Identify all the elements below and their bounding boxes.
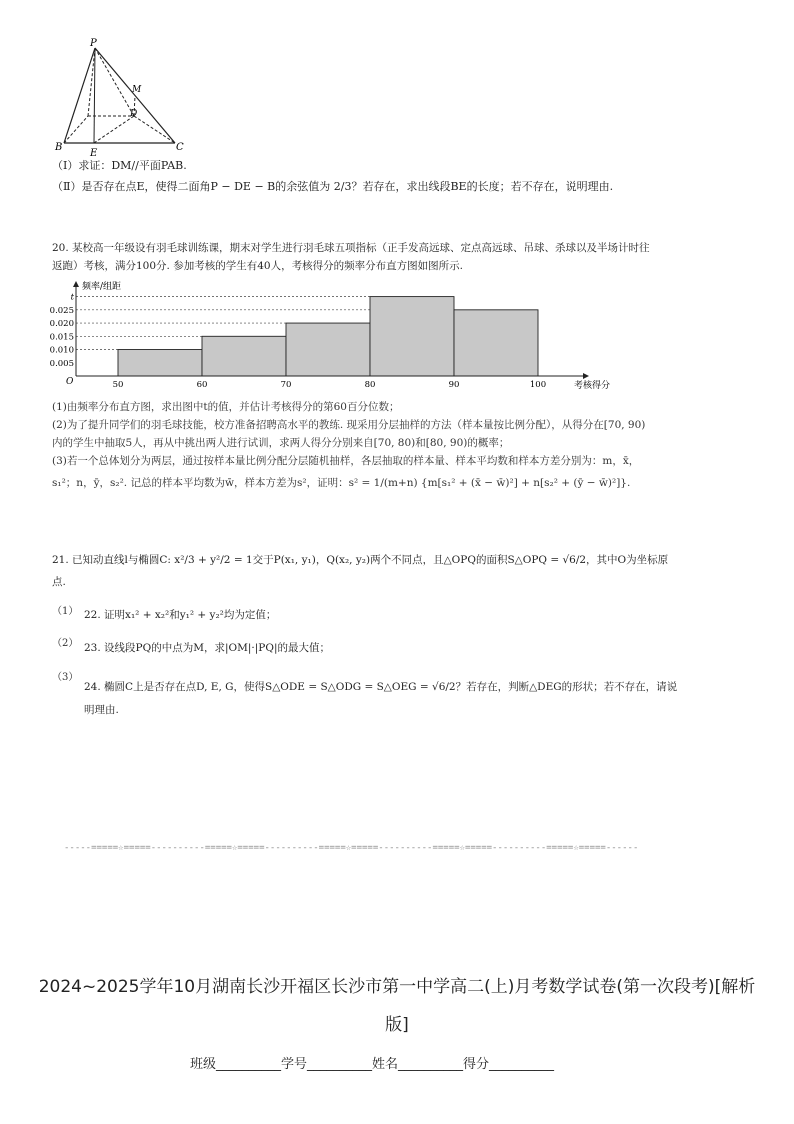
x-tick-label: 70 [280, 380, 292, 390]
histogram-bar-60-70 [202, 336, 286, 376]
q20-sub3-line2: s₁²；n，ȳ，s₂². 记总的样本平均数为w̄，样本方差为s²，证明：s² = 1/(m+n) {m[s₁² + (x̄ − w̄)²] + n[s₂² + (ȳ − w̄)²]}. [52, 477, 631, 489]
q21-part2-num: （2） [52, 638, 79, 649]
edge-pd [95, 48, 134, 116]
frequency-histogram [49, 278, 611, 396]
edge-ba [64, 116, 88, 143]
q20-stem-line1: 20. 某校高一年级设有羽毛球训练课，期末对学生进行羽毛球五项指标（正手发高远球、定点高远球、吊球、杀球以及半场计时往 [52, 242, 650, 254]
x-tick-label: 90 [448, 380, 460, 390]
y-tick-label: 0.015 [49, 332, 74, 343]
student-info-line: 班级__________学号__________姓名__________得分__________ [190, 1057, 555, 1072]
q21-part3-num: （3） [52, 672, 79, 683]
edge-ed [94, 116, 134, 143]
q19-part2: （Ⅱ）是否存在点E，使得二面角P − DE − B的余弦值为 2/3？若存在，求出线段BE的长度；若不存在，说明理由. [52, 180, 614, 193]
q21-part3-text-cont: 明理由. [84, 704, 119, 716]
x-tick-label: 100 [529, 380, 547, 390]
q21-part1-num: （1） [52, 606, 79, 617]
q20-sub2-line1: (2)为了提升同学们的羽毛球技能，校方准备招聘高水平的教练. 现采用分层抽样的方法（样本量按比例分配），从得分在[70, 90) [52, 419, 646, 431]
q21-part1-text: 22. 证明x₁² + x₂²和y₁² + y₂²均为定值； [84, 609, 277, 621]
edge-pe [94, 48, 95, 143]
section-divider: -----=====☆=====----------=====☆=====----------=====☆=====----------=====☆=====----------=====☆=====------ [64, 843, 639, 853]
histogram-bar-80-90 [370, 297, 454, 376]
q20-stem-line2: 返跑）考核，满分100分. 参加考核的学生有40人，考核得分的频率分布直方图如图所示. [52, 260, 463, 272]
label-p: P [90, 38, 97, 49]
y-tick-label: 0.005 [49, 358, 74, 369]
histogram-bar-70-80 [286, 323, 370, 376]
edge-dc [134, 116, 175, 143]
x-tick-label: 60 [196, 380, 208, 390]
x-tick-label: 50 [112, 380, 124, 390]
x-tick-label: 80 [364, 380, 376, 390]
q20-sub2-line2: 内的学生中抽取5人，再从中挑出两人进行试训，求两人得分分别来自[70, 80)和[80, 90)的概率； [52, 437, 510, 449]
x-axis-label: 考核得分 [574, 381, 611, 391]
y-axis-label: 频率/组距 [82, 282, 122, 292]
y-tick-label: 0.010 [49, 345, 74, 356]
q19-part1: （Ⅰ）求证：DM//平面PAB. [52, 159, 187, 172]
y-tick-label: 0.020 [49, 319, 74, 330]
y-tick-label: 0.025 [49, 305, 74, 316]
label-b: B [55, 142, 63, 153]
y-tick-label: t [70, 292, 74, 303]
q21-part2-text: 23. 设线段PQ的中点为M，求|OM|·|PQ|的最大值； [84, 642, 330, 654]
q21-stem-line2: 点. [52, 576, 66, 588]
exam-title-line2: 版] [385, 1015, 409, 1035]
label-d: D [130, 109, 138, 119]
y-tick-labels [50, 293, 75, 369]
q21-stem-line1: 21. 已知动直线l与椭圆C: x²/3 + y²/2 = 1交于P(x₁, y₁)，Q(x₂, y₂)两个不同点，且△OPQ的面积S△OPQ = √6/2，其中O为坐标原 [52, 554, 669, 566]
histogram-bar-50-60 [118, 350, 202, 376]
q21-part3-text: 24. 椭圆C上是否存在点D, E, G，使得S△ODE = S△ODG = S△OEG = √6/2？若存在，判断△DEG的形状；若不存在，请说 [84, 681, 678, 693]
histogram-bar-90-100 [454, 310, 538, 376]
exam-title-line1: 2024~2025学年10月湖南长沙开福区长沙市第一中学高二(上)月考数学试卷(第一次段考)[解析 [38, 977, 756, 997]
label-m: M [132, 85, 142, 95]
label-e: E [90, 148, 98, 159]
origin-label: O [66, 377, 74, 387]
x-tick-labels [113, 380, 547, 390]
edge-pc [95, 48, 175, 143]
pyramid-figure [50, 36, 190, 158]
label-c: C [176, 142, 184, 153]
q20-sub3-line1: (3)若一个总体划分为两层，通过按样本量比例分配分层随机抽样，各层抽取的样本量、样本平均数和样本方差分别为：m，x̄， [52, 455, 640, 467]
q20-sub1: (1)由频率分布直方图，求出图中t的值，并估计考核得分的第60百分位数； [52, 401, 400, 413]
